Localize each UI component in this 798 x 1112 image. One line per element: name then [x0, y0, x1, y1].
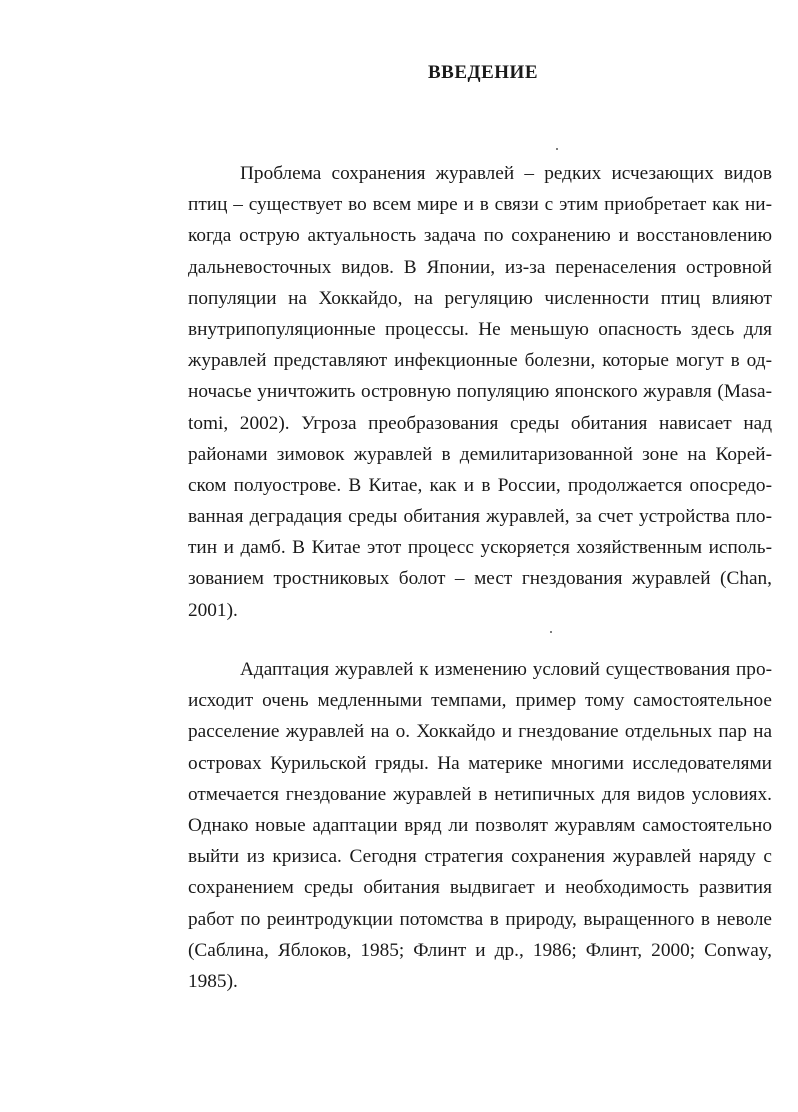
- text-line: tomi, 2002). Угроза преобразования среды обитания нависает над: [188, 412, 772, 434]
- paragraph-1: [188, 158, 772, 626]
- text-line: (Саблина, Яблоков, 1985; Флинт и др., 1986; Флинт, 2000; Conway,: [188, 939, 772, 961]
- text-line: 2001).: [188, 599, 238, 621]
- page-title: ВВЕДЕНИЕ: [428, 62, 538, 83]
- paragraph-2: [188, 654, 772, 997]
- text-line: расселение журавлей на о. Хоккайдо и гнездование отдельных пар на: [188, 721, 772, 743]
- text-line: ском полуострове. В Китае, как и в России, продолжается опосредо-: [188, 474, 772, 496]
- text-line: 1985).: [188, 970, 238, 992]
- text-line: зованием тростниковых болот – мест гнездования журавлей (Chan,: [188, 568, 772, 590]
- text-line: островах Курильской гряды. На материке многими исследователями: [188, 752, 772, 774]
- text-line: ванная деградация среды обитания журавлей, за счет устройства пло-: [188, 506, 772, 528]
- text-line: сохранением среды обитания выдвигает и необходимость развития: [188, 877, 772, 899]
- text-line: Адаптация журавлей к изменению условий существования про-: [240, 659, 772, 680]
- text-line: популяции на Хоккайдо, на регуляцию численности птиц влияют: [188, 287, 772, 309]
- text-line: отмечается гнездование журавлей в нетипичных для видов условиях.: [188, 783, 772, 805]
- text-line: районами зимовок журавлей в демилитаризованной зоне на Корей-: [188, 443, 772, 465]
- text-line: работ по реинтродукции потомства в природу, выращенного в неволе: [188, 908, 772, 930]
- scan-speck: [556, 148, 558, 150]
- text-line: журавлей представляют инфекционные болезни, которые могут в од-: [188, 350, 772, 372]
- text-line: выйти из кризиса. Сегодня стратегия сохранения журавлей наряду с: [188, 846, 772, 868]
- scan-speck: [550, 631, 552, 633]
- text-line: исходит очень медленными темпами, пример тому самостоятельное: [188, 690, 772, 712]
- text-line: Однако новые адаптации вряд ли позволят журавлям самостоятельно: [188, 814, 772, 836]
- text-line: птиц – существует во всем мире и в связи с этим приобретает как ни-: [188, 194, 772, 216]
- text-line: ночасье уничтожить островную популяцию японского журавля (Masa-: [188, 381, 772, 403]
- text-line: Проблема сохранения журавлей – редких исчезающих видов: [240, 163, 772, 184]
- text-line: дальневосточных видов. В Японии, из-за перенаселения островной: [188, 256, 772, 278]
- text-line: внутрипопуляционные процессы. Не меньшую опасность здесь для: [188, 318, 772, 340]
- text-line: когда острую актуальность задача по сохранению и восстановлению: [188, 225, 772, 247]
- text-line: тин и дамб. В Китае этот процесс ускоряется хозяйственным исполь-: [188, 537, 772, 559]
